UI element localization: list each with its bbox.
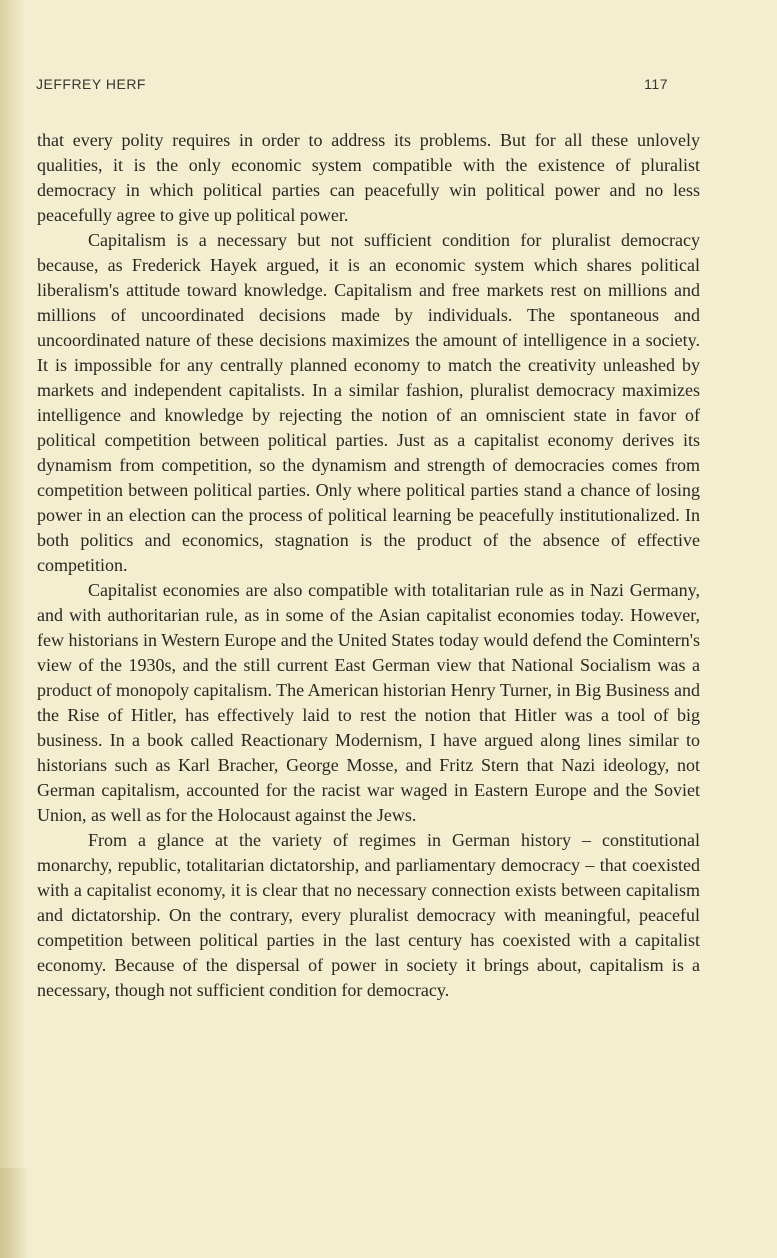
paragraph: Capitalist economies are also compatible with totalitarian rule as in Nazi Germany, and with authoritarian rule, as in some of the Asian capitalist economies today. However, few historians in Western Europe and the United States today would defend the Comintern's view of the 1930s, and the still current East German view that National Socialism was a product of monopoly capitalism. The American historian Henry Turner, in Big Business and the Rise of Hitler, has effectively laid to rest the notion that Hitler was a tool of big business. In a book called Reactionary Modernism, I have argued along lines similar to historians such as Karl Bracher, George Mosse, and Fritz Stern that Nazi ideology, not German capitalism, accounted for the racist war waged in Eastern Europe and the Soviet Union, as well as for the Holocaust against the Jews. xyxy=(37,580,700,825)
body-text xyxy=(37,128,700,1003)
page-gutter-shadow xyxy=(0,0,26,1258)
page-gutter-shadow-bottom xyxy=(0,1168,30,1258)
paragraph: Capitalism is a necessary but not sufficient condition for pluralist democracy because, as Frederick Hayek argued, it is an economic system which shares political liberalism's attitude toward knowledge. Capitalism and free markets rest on millions and millions of uncoordinated decisions made by individuals. The spontaneous and uncoordinated nature of these decisions maximizes the amount of intelligence in a society. It is impossible for any centrally planned economy to match the creativity unleashed by markets and independent capitalists. In a similar fashion, pluralist democracy maximizes intelligence and knowledge by rejecting the notion of an omniscient state in favor of political competition between political parties. Just as a capitalist economy derives its dynamism from competition, so the dynamism and strength of democracies comes from competition between political parties. Only where political parties stand a chance of losing power in an election can the process of political learning be peacefully institutionalized. In both politics and economics, stagnation is the product of the absence of effective competition. xyxy=(37,230,700,575)
paragraph-continued: that every polity requires in order to address its problems. But for all these unlovely qualities, it is the only economic system compatible with the existence of pluralist democracy in which political parties can peacefully win political power and no less peacefully agree to give up political power. xyxy=(37,130,700,225)
page-number: 117 xyxy=(644,76,668,92)
paragraph: From a glance at the variety of regimes in German history – constitutional monarchy, republic, totalitarian dictatorship, and parliamentary democracy – that coexisted with a capitalist economy, it is clear that no necessary connection exists between capitalism and dictatorship. On the contrary, every pluralist democracy with meaningful, peaceful competition between political parties in the last century has coexisted with a capitalist economy. Because of the dispersal of power in society it brings about, capitalism is a necessary, though not sufficient condition for democracy. xyxy=(37,830,700,1000)
running-head xyxy=(36,76,668,92)
author-name: JEFFREY HERF xyxy=(36,76,146,92)
